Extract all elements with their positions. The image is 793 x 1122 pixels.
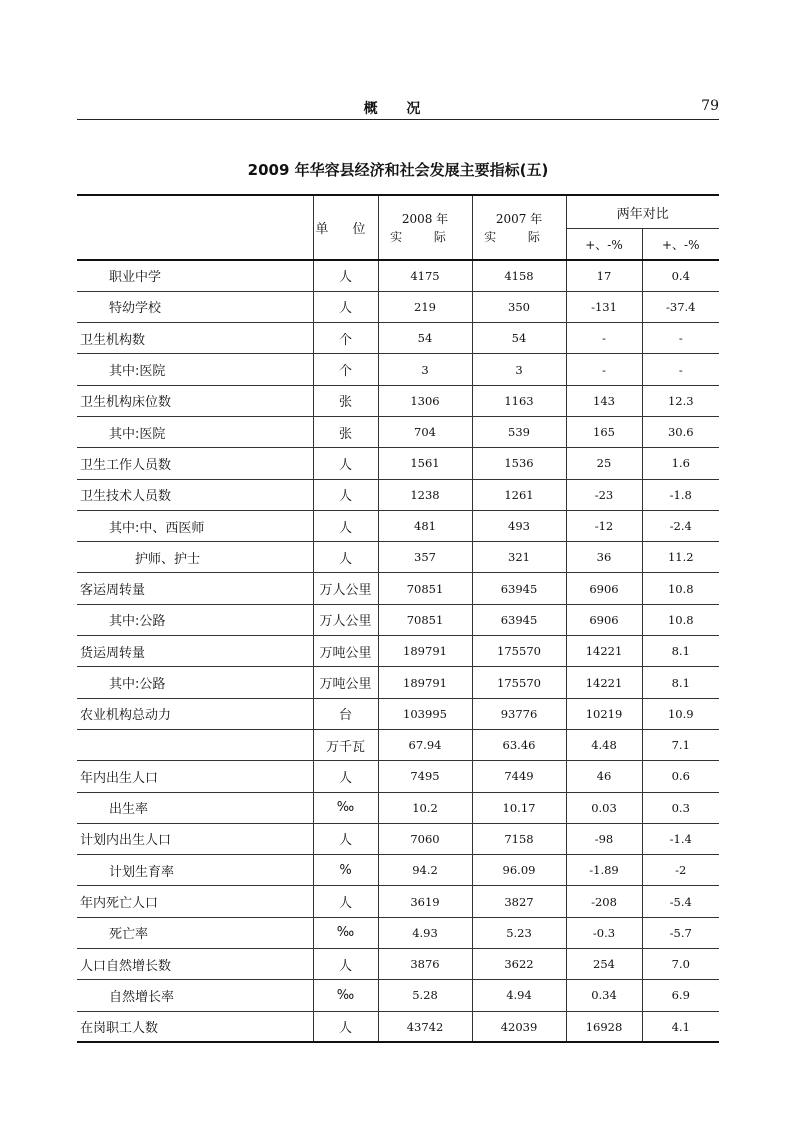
row-value-2008: 67.94 <box>378 729 472 760</box>
row-pct: 7.0 <box>642 949 719 980</box>
row-value-2008: 10.2 <box>378 792 472 823</box>
table-row <box>77 886 719 917</box>
row-value-2007: 493 <box>472 510 566 541</box>
row-unit: 人 <box>313 510 378 541</box>
row-unit: 人 <box>313 479 378 510</box>
row-name: 死亡率 <box>77 917 313 948</box>
table-body <box>77 260 719 1042</box>
row-unit: 个 <box>313 354 378 385</box>
running-head <box>77 96 719 118</box>
row-value-2007: 3827 <box>472 886 566 917</box>
row-value-2007: 54 <box>472 323 566 354</box>
row-value-2008: 7060 <box>378 823 472 854</box>
row-value-2008: 357 <box>378 542 472 573</box>
row-unit: 人 <box>313 448 378 479</box>
row-name <box>77 729 313 760</box>
row-diff: 254 <box>566 949 642 980</box>
table-header <box>77 195 719 260</box>
header-2007 <box>472 195 566 260</box>
table-row <box>77 542 719 573</box>
row-diff: 143 <box>566 385 642 416</box>
header-item-blank <box>77 195 313 260</box>
header-unit: 单 位 <box>313 195 378 260</box>
row-diff: 14221 <box>566 667 642 698</box>
row-pct: - <box>642 323 719 354</box>
table-row <box>77 729 719 760</box>
row-unit: % <box>313 855 378 886</box>
table-row <box>77 604 719 635</box>
header-pct: +、-% <box>642 229 719 261</box>
header-diff: +、-% <box>566 229 642 261</box>
table-row <box>77 980 719 1011</box>
row-pct: -5.4 <box>642 886 719 917</box>
row-diff: -208 <box>566 886 642 917</box>
page-number: 79 <box>701 98 719 114</box>
row-pct: 10.8 <box>642 573 719 604</box>
row-value-2008: 3 <box>378 354 472 385</box>
row-name: 货运周转量 <box>77 636 313 667</box>
row-name: 其中:医院 <box>77 354 313 385</box>
row-value-2008: 103995 <box>378 698 472 729</box>
table-row <box>77 260 719 291</box>
row-pct: -37.4 <box>642 291 719 322</box>
row-unit: 人 <box>313 949 378 980</box>
header-2007-line2: 实 际 <box>484 229 554 244</box>
row-value-2008: 481 <box>378 510 472 541</box>
row-diff: -1.89 <box>566 855 642 886</box>
row-name: 农业机构总动力 <box>77 698 313 729</box>
row-diff: 10219 <box>566 698 642 729</box>
row-value-2008: 1561 <box>378 448 472 479</box>
row-name: 卫生技术人员数 <box>77 479 313 510</box>
table-row <box>77 792 719 823</box>
row-value-2008: 70851 <box>378 573 472 604</box>
row-diff: 0.03 <box>566 792 642 823</box>
row-value-2008: 4.93 <box>378 917 472 948</box>
row-value-2008: 189791 <box>378 636 472 667</box>
row-unit: ‰ <box>313 792 378 823</box>
row-pct: 6.9 <box>642 980 719 1011</box>
row-diff: 6906 <box>566 604 642 635</box>
header-2008 <box>378 195 472 260</box>
table-row <box>77 761 719 792</box>
row-pct: 10.9 <box>642 698 719 729</box>
header-2008-line2: 实 际 <box>390 229 460 244</box>
table-row <box>77 448 719 479</box>
row-value-2007: 350 <box>472 291 566 322</box>
header-rule <box>77 119 719 120</box>
row-diff: 4.48 <box>566 729 642 760</box>
row-unit: 万吨公里 <box>313 636 378 667</box>
row-value-2007: 175570 <box>472 667 566 698</box>
table-row <box>77 917 719 948</box>
row-value-2007: 7449 <box>472 761 566 792</box>
table-row <box>77 385 719 416</box>
row-name: 年内出生人口 <box>77 761 313 792</box>
table-row <box>77 510 719 541</box>
table-row <box>77 323 719 354</box>
row-name: 其中:公路 <box>77 667 313 698</box>
row-unit: 人 <box>313 886 378 917</box>
row-diff: - <box>566 323 642 354</box>
row-value-2007: 3622 <box>472 949 566 980</box>
row-pct: -5.7 <box>642 917 719 948</box>
row-value-2007: 10.17 <box>472 792 566 823</box>
row-pct: 0.4 <box>642 260 719 291</box>
row-unit: 人 <box>313 291 378 322</box>
row-name: 自然增长率 <box>77 980 313 1011</box>
row-value-2007: 63945 <box>472 604 566 635</box>
row-value-2008: 704 <box>378 416 472 447</box>
row-pct: 8.1 <box>642 636 719 667</box>
row-unit: 万吨公里 <box>313 667 378 698</box>
row-unit: 台 <box>313 698 378 729</box>
row-pct: 4.1 <box>642 1011 719 1042</box>
row-value-2008: 1306 <box>378 385 472 416</box>
row-name: 其中:中、西医师 <box>77 510 313 541</box>
row-name: 计划生育率 <box>77 855 313 886</box>
row-diff: 0.34 <box>566 980 642 1011</box>
row-diff: 36 <box>566 542 642 573</box>
row-diff: 46 <box>566 761 642 792</box>
table-row <box>77 823 719 854</box>
row-unit: ‰ <box>313 917 378 948</box>
row-name: 职业中学 <box>77 260 313 291</box>
table-row <box>77 416 719 447</box>
row-value-2007: 1163 <box>472 385 566 416</box>
row-value-2007: 63.46 <box>472 729 566 760</box>
row-unit: 万人公里 <box>313 573 378 604</box>
row-pct: -2 <box>642 855 719 886</box>
row-diff: -12 <box>566 510 642 541</box>
row-diff: 14221 <box>566 636 642 667</box>
table-title: 2009 年华容县经济和社会发展主要指标(五) <box>247 161 549 179</box>
row-name: 其中:医院 <box>77 416 313 447</box>
table-row <box>77 667 719 698</box>
row-value-2008: 7495 <box>378 761 472 792</box>
table-row <box>77 479 719 510</box>
row-value-2008: 4175 <box>378 260 472 291</box>
row-value-2008: 43742 <box>378 1011 472 1042</box>
row-name: 出生率 <box>77 792 313 823</box>
row-value-2007: 4158 <box>472 260 566 291</box>
row-pct: 8.1 <box>642 667 719 698</box>
row-unit: 个 <box>313 323 378 354</box>
row-diff: 16928 <box>566 1011 642 1042</box>
row-unit: ‰ <box>313 980 378 1011</box>
row-pct: 7.1 <box>642 729 719 760</box>
row-pct: -1.4 <box>642 823 719 854</box>
row-unit: 人 <box>313 761 378 792</box>
row-value-2007: 175570 <box>472 636 566 667</box>
row-unit: 人 <box>313 823 378 854</box>
row-pct: 0.6 <box>642 761 719 792</box>
row-value-2007: 321 <box>472 542 566 573</box>
row-value-2008: 3619 <box>378 886 472 917</box>
row-diff: 165 <box>566 416 642 447</box>
row-value-2007: 93776 <box>472 698 566 729</box>
row-name: 其中:公路 <box>77 604 313 635</box>
row-value-2007: 7158 <box>472 823 566 854</box>
table-row <box>77 855 719 886</box>
row-value-2007: 1261 <box>472 479 566 510</box>
row-diff: 6906 <box>566 573 642 604</box>
row-name: 卫生机构数 <box>77 323 313 354</box>
row-name: 特幼学校 <box>77 291 313 322</box>
row-value-2008: 219 <box>378 291 472 322</box>
row-pct: 1.6 <box>642 448 719 479</box>
row-value-2007: 96.09 <box>472 855 566 886</box>
row-name: 卫生工作人员数 <box>77 448 313 479</box>
row-value-2008: 54 <box>378 323 472 354</box>
row-unit: 人 <box>313 260 378 291</box>
row-pct: -1.8 <box>642 479 719 510</box>
row-unit: 万人公里 <box>313 604 378 635</box>
row-value-2008: 94.2 <box>378 855 472 886</box>
row-value-2007: 5.23 <box>472 917 566 948</box>
row-name: 在岗职工人数 <box>77 1011 313 1042</box>
row-name: 卫生机构床位数 <box>77 385 313 416</box>
row-pct: 11.2 <box>642 542 719 573</box>
table-row <box>77 573 719 604</box>
row-pct: - <box>642 354 719 385</box>
table-row <box>77 949 719 980</box>
row-value-2008: 70851 <box>378 604 472 635</box>
row-diff: -98 <box>566 823 642 854</box>
row-unit: 万千瓦 <box>313 729 378 760</box>
row-diff: - <box>566 354 642 385</box>
row-unit: 张 <box>313 416 378 447</box>
row-value-2008: 5.28 <box>378 980 472 1011</box>
table-row <box>77 1011 719 1042</box>
row-pct: 0.3 <box>642 792 719 823</box>
row-diff: 25 <box>566 448 642 479</box>
indicator-table <box>77 194 719 1043</box>
row-value-2007: 4.94 <box>472 980 566 1011</box>
header-2008-line1: 2008 年 <box>401 211 449 226</box>
row-value-2008: 189791 <box>378 667 472 698</box>
row-name: 护师、护士 <box>77 542 313 573</box>
row-name: 人口自然增长数 <box>77 949 313 980</box>
row-pct: 10.8 <box>642 604 719 635</box>
row-unit: 张 <box>313 385 378 416</box>
row-value-2007: 1536 <box>472 448 566 479</box>
row-value-2007: 539 <box>472 416 566 447</box>
row-pct: 30.6 <box>642 416 719 447</box>
row-diff: -131 <box>566 291 642 322</box>
row-diff: 17 <box>566 260 642 291</box>
row-name: 客运周转量 <box>77 573 313 604</box>
row-unit: 人 <box>313 542 378 573</box>
section-title: 概 况 <box>363 101 433 117</box>
row-unit: 人 <box>313 1011 378 1042</box>
row-value-2008: 3876 <box>378 949 472 980</box>
row-value-2007: 63945 <box>472 573 566 604</box>
table-row <box>77 291 719 322</box>
table-row <box>77 636 719 667</box>
row-pct: 12.3 <box>642 385 719 416</box>
table-row <box>77 354 719 385</box>
row-diff: -23 <box>566 479 642 510</box>
header-2007-line1: 2007 年 <box>495 211 543 226</box>
table-row <box>77 698 719 729</box>
row-value-2007: 3 <box>472 354 566 385</box>
header-compare: 两年对比 <box>566 195 719 229</box>
row-value-2007: 42039 <box>472 1011 566 1042</box>
row-pct: -2.4 <box>642 510 719 541</box>
row-diff: -0.3 <box>566 917 642 948</box>
row-name: 计划内出生人口 <box>77 823 313 854</box>
row-name: 年内死亡人口 <box>77 886 313 917</box>
row-value-2008: 1238 <box>378 479 472 510</box>
